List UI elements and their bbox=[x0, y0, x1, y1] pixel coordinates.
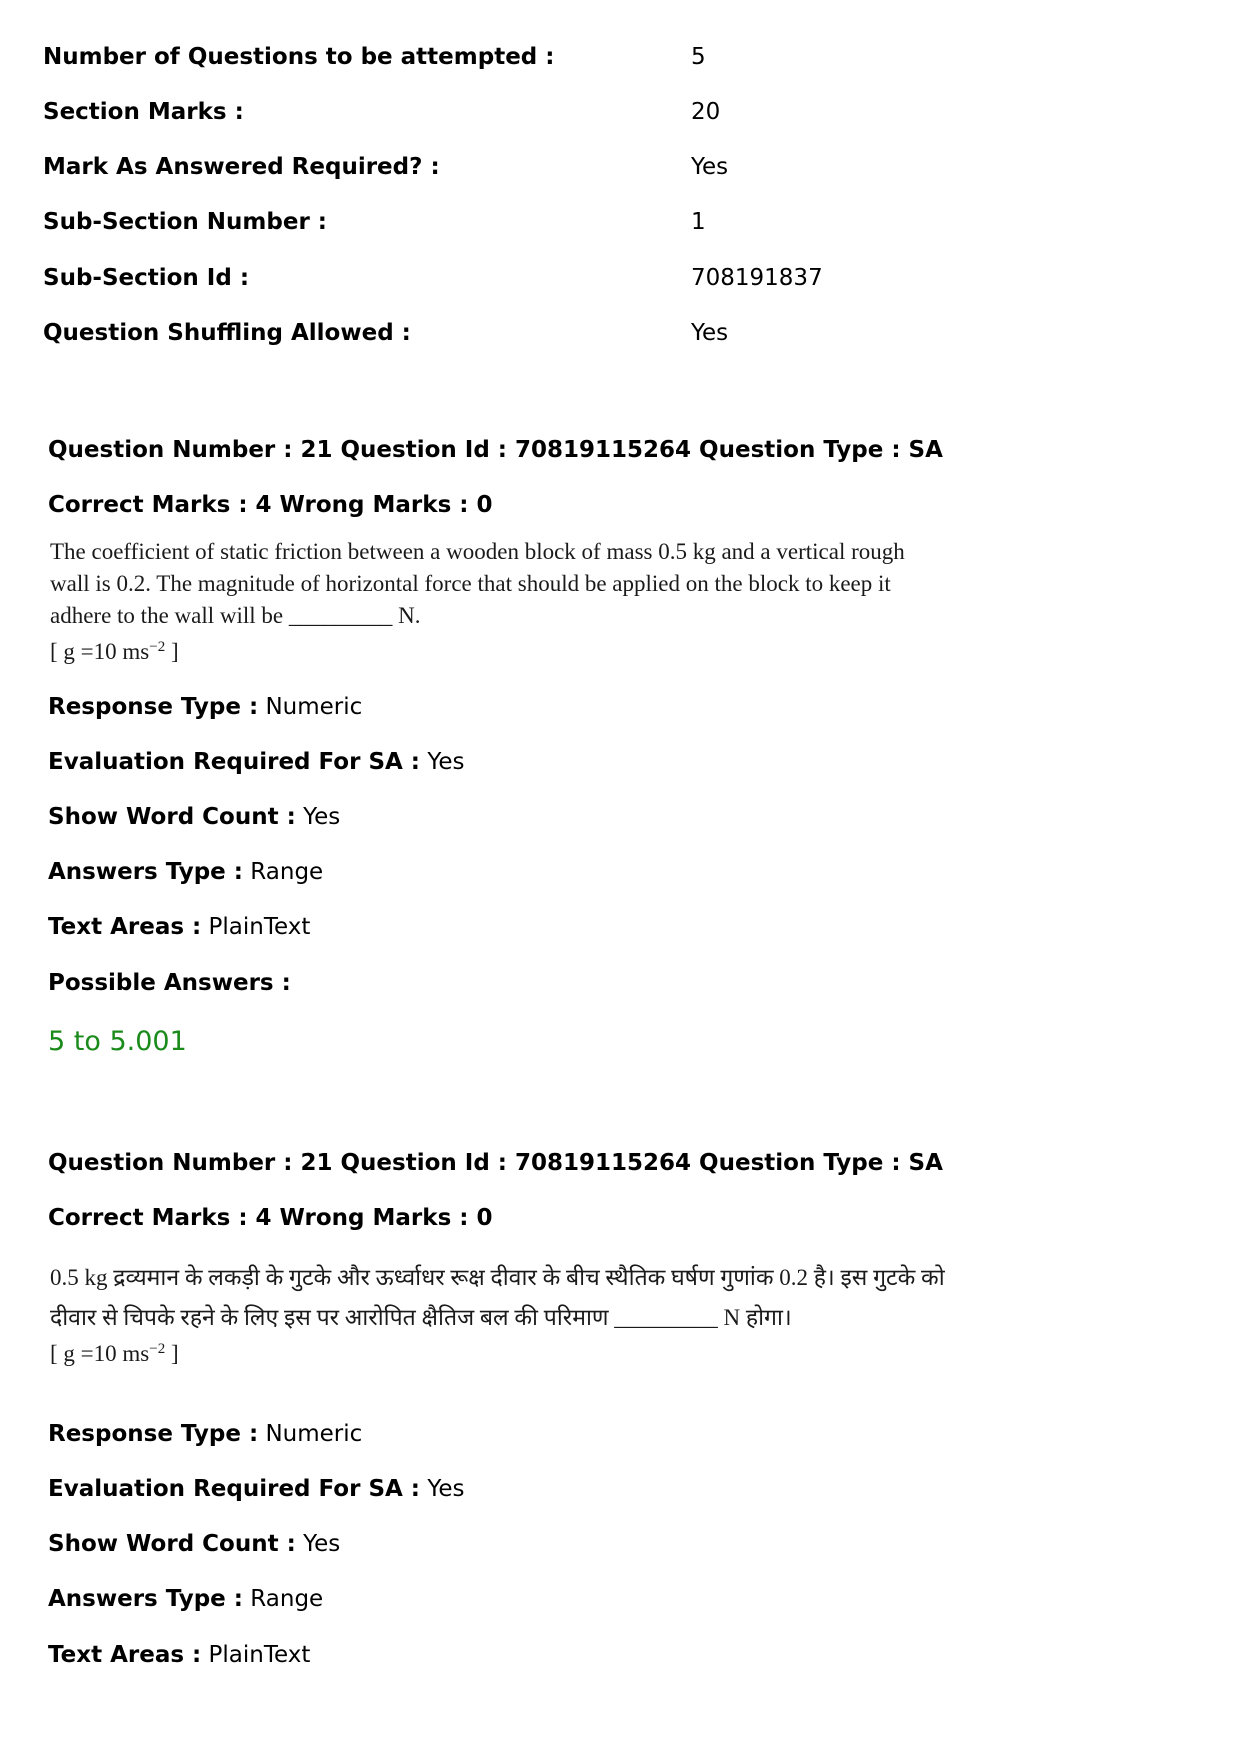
meta-label-sub-section-number: Sub-Section Number : bbox=[43, 209, 328, 235]
text-areas-label: Text Areas : bbox=[48, 914, 202, 940]
evaluation-required-label: Evaluation Required For SA : bbox=[48, 1476, 421, 1502]
question-text-line: दीवार से चिपके रहने के लिए इस पर आरोपित क्षैतिज बल की परिमाण _________ N होगा। bbox=[50, 1305, 792, 1330]
question-given-value bbox=[50, 636, 950, 668]
meta-label-sub-section-id: Sub-Section Id : bbox=[43, 265, 250, 291]
text-areas-field bbox=[48, 912, 310, 942]
meta-value-sub-section-number: 1 bbox=[691, 209, 706, 235]
question-text bbox=[50, 1262, 950, 1370]
answers-type-field bbox=[48, 857, 323, 887]
question-text-line: 0.5 kg द्रव्यमान के लकड़ी के गुटके और ऊर्ध्वाधर रूक्ष दीवार के बीच स्थैतिक घर्षण गुणांक 0.2 है। इस गुटके को bbox=[50, 1265, 945, 1290]
response-type-value: Numeric bbox=[265, 694, 363, 720]
question-header: Question Number : 21 Question Id : 70819115264 Question Type : SA bbox=[48, 1150, 943, 1176]
meta-value-section-marks: 20 bbox=[691, 99, 721, 125]
question-text-line: adhere to the wall will be _________ N. bbox=[50, 603, 421, 628]
text-areas-value: PlainText bbox=[208, 914, 311, 940]
given-suffix: ] bbox=[165, 1341, 179, 1366]
meta-value-sub-section-id: 708191837 bbox=[691, 265, 823, 291]
show-word-count-label: Show Word Count : bbox=[48, 804, 296, 830]
question-given-value bbox=[50, 1338, 950, 1370]
show-word-count-value: Yes bbox=[303, 804, 341, 830]
given-exponent: −2 bbox=[149, 639, 166, 655]
show-word-count-label: Show Word Count : bbox=[48, 1531, 296, 1557]
show-word-count-field bbox=[48, 1529, 340, 1559]
meta-value-questions-to-attempt: 5 bbox=[691, 44, 706, 70]
response-type-label: Response Type : bbox=[48, 694, 259, 720]
question-header: Question Number : 21 Question Id : 70819115264 Question Type : SA bbox=[48, 437, 943, 463]
question-text-line: The coefficient of static friction between a wooden block of mass 0.5 kg and a vertical rough bbox=[50, 539, 905, 564]
text-areas-value: PlainText bbox=[208, 1642, 311, 1668]
meta-value-mark-as-answered: Yes bbox=[691, 154, 729, 180]
show-word-count-value: Yes bbox=[303, 1531, 341, 1557]
question-marks: Correct Marks : 4 Wrong Marks : 0 bbox=[48, 1205, 493, 1231]
text-areas-field bbox=[48, 1640, 310, 1670]
possible-answer-value: 5 to 5.001 bbox=[48, 1026, 187, 1057]
given-suffix: ] bbox=[165, 639, 179, 664]
evaluation-required-field bbox=[48, 747, 464, 777]
answers-type-label: Answers Type : bbox=[48, 859, 243, 885]
meta-label-shuffling-allowed: Question Shuffling Allowed : bbox=[43, 320, 411, 346]
given-exponent: −2 bbox=[149, 1341, 166, 1357]
response-type-value: Numeric bbox=[265, 1421, 363, 1447]
text-areas-label: Text Areas : bbox=[48, 1642, 202, 1668]
response-type-field bbox=[48, 1419, 362, 1449]
given-prefix: [ g =10 ms bbox=[50, 1341, 150, 1366]
answers-type-field bbox=[48, 1584, 323, 1614]
question-text-line: wall is 0.2. The magnitude of horizontal force that should be applied on the block to keep it bbox=[50, 571, 891, 596]
question-text bbox=[50, 536, 950, 668]
response-type-label: Response Type : bbox=[48, 1421, 259, 1447]
meta-label-mark-as-answered: Mark As Answered Required? : bbox=[43, 154, 440, 180]
answers-type-value: Range bbox=[250, 859, 324, 885]
show-word-count-field bbox=[48, 802, 340, 832]
evaluation-required-field bbox=[48, 1474, 464, 1504]
meta-label-section-marks: Section Marks : bbox=[43, 99, 244, 125]
question-marks: Correct Marks : 4 Wrong Marks : 0 bbox=[48, 492, 493, 518]
answers-type-label: Answers Type : bbox=[48, 1586, 243, 1612]
meta-label-questions-to-attempt: Number of Questions to be attempted : bbox=[43, 44, 555, 70]
possible-answers-label: Possible Answers : bbox=[48, 970, 291, 996]
evaluation-required-label: Evaluation Required For SA : bbox=[48, 749, 421, 775]
given-prefix: [ g =10 ms bbox=[50, 639, 150, 664]
response-type-field bbox=[48, 692, 362, 722]
evaluation-required-value: Yes bbox=[427, 1476, 465, 1502]
evaluation-required-value: Yes bbox=[427, 749, 465, 775]
answers-type-value: Range bbox=[250, 1586, 324, 1612]
meta-value-shuffling-allowed: Yes bbox=[691, 320, 729, 346]
